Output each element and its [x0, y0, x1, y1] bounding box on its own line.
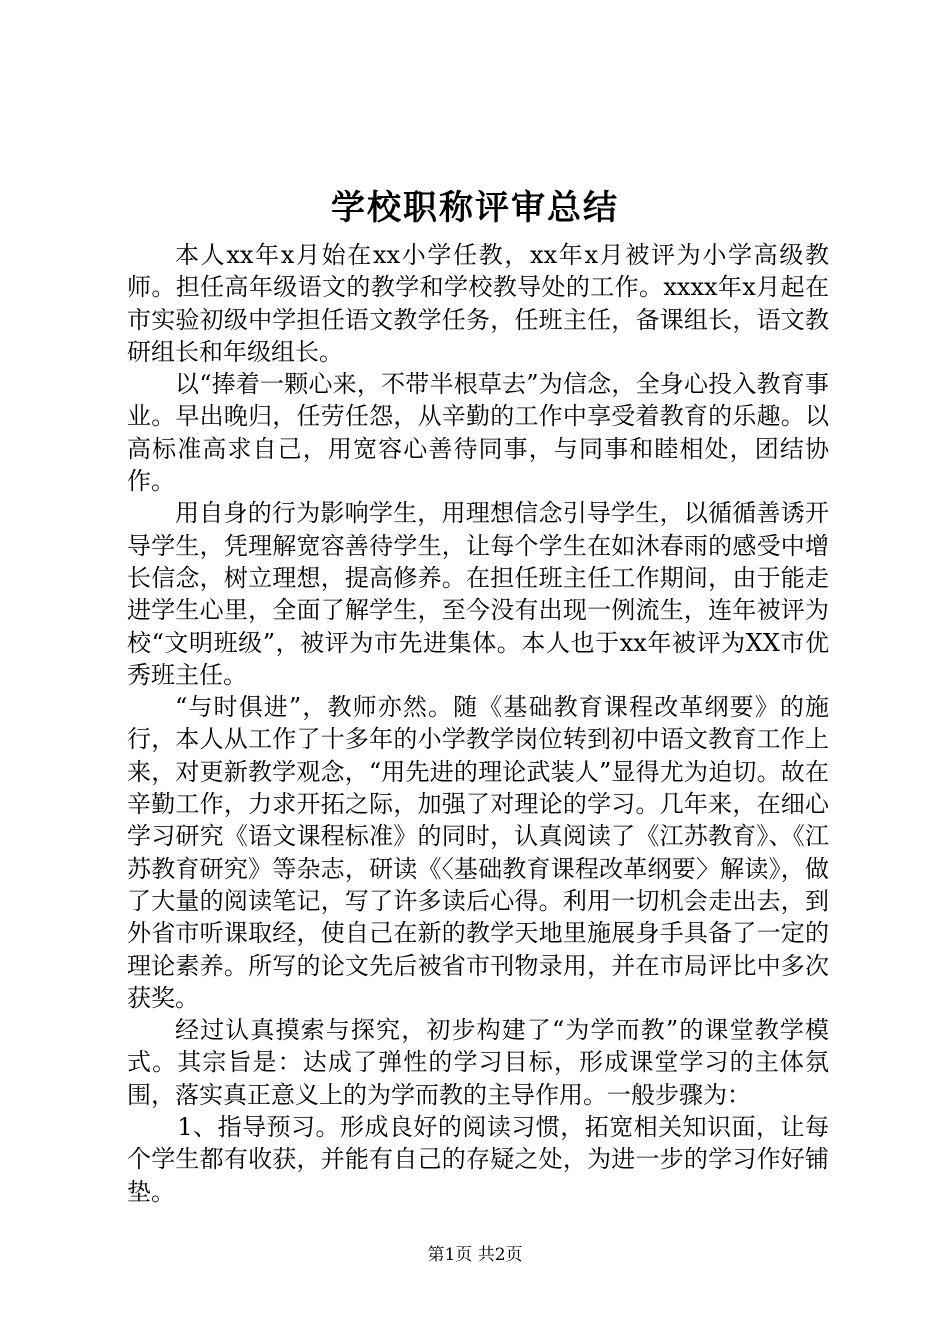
- paragraph-teaching-model: 经过认真摸索与探究，初步构建了“为学而教”的课堂教学模式。其宗旨是：达成了弹性的学习目标，形成课堂学习的主体氛围，落实真正意义上的为学而教的主导作用。一般步骤为：: [127, 1016, 829, 1109]
- paragraph-step-1: 1、指导预习。形成良好的阅读习惯，拓宽相关知识面，让每个学生都有收获，并能有自己的存疑之处，为进一步的学习作好铺垫。: [127, 1113, 829, 1206]
- paragraph-theory: “与时俱进”，教师亦然。随《基础教育课程改革纲要》的施行，本人从工作了十多年的小学教学岗位转到初中语文教育工作上来，对更新教学观念，“用先进的理论武装人”显得尤为迫切。故在辛勤工作，力求开拓之际，加强了对理论的学习。几年来，在细心学习研究《语文课程标准》的同时，认真阅读了《江苏教育》、《江苏教育研究》等杂志，研读《〈基础教育课程改革纲要〉解读》，做了大量的阅读笔记，写了许多读后心得。利用一切机会走出去，到外省市听课取经，使自己在新的教学天地里施展身手具备了一定的理论素养。所写的论文先后被省市刊物录用，并在市局评比中多次获奖。: [127, 693, 829, 1012]
- paragraph-students: 用自身的行为影响学生，用理想信念引导学生，以循循善诱开导学生，凭理解宽容善待学生，让每个学生在如沐春雨的感受中增长信念，树立理想，提高修养。在担任班主任工作期间，由于能走进学生心里，全面了解学生，至今没有出现一例流生，连年被评为校“文明班级”，被评为市先进集体。本人也于xx年被评为XX市优秀班主任。: [127, 499, 829, 689]
- page-number-footer: 第1页 共2页: [427, 1245, 523, 1265]
- document-body: [127, 239, 829, 1208]
- document-title: 学校职称评审总结: [331, 188, 619, 228]
- paragraph-belief: 以“捧着一颗心来，不带半根草去”为信念，全身心投入教育事业。早出晚归，任劳任怨，从辛勤的工作中享受着教育的乐趣。以高标准高求自己，用宽容心善待同事，与同事和睦相处，团结协作。: [127, 370, 829, 496]
- paragraph-intro: 本人xx年x月始在xx小学任教，xx年x月被评为小学高级教师。担任高年级语文的教学和学校教导处的工作。xxxx年x月起在市实验初级中学担任语文教学任务，任班主任，备课组长，语文教研组长和年级组长。: [127, 241, 829, 366]
